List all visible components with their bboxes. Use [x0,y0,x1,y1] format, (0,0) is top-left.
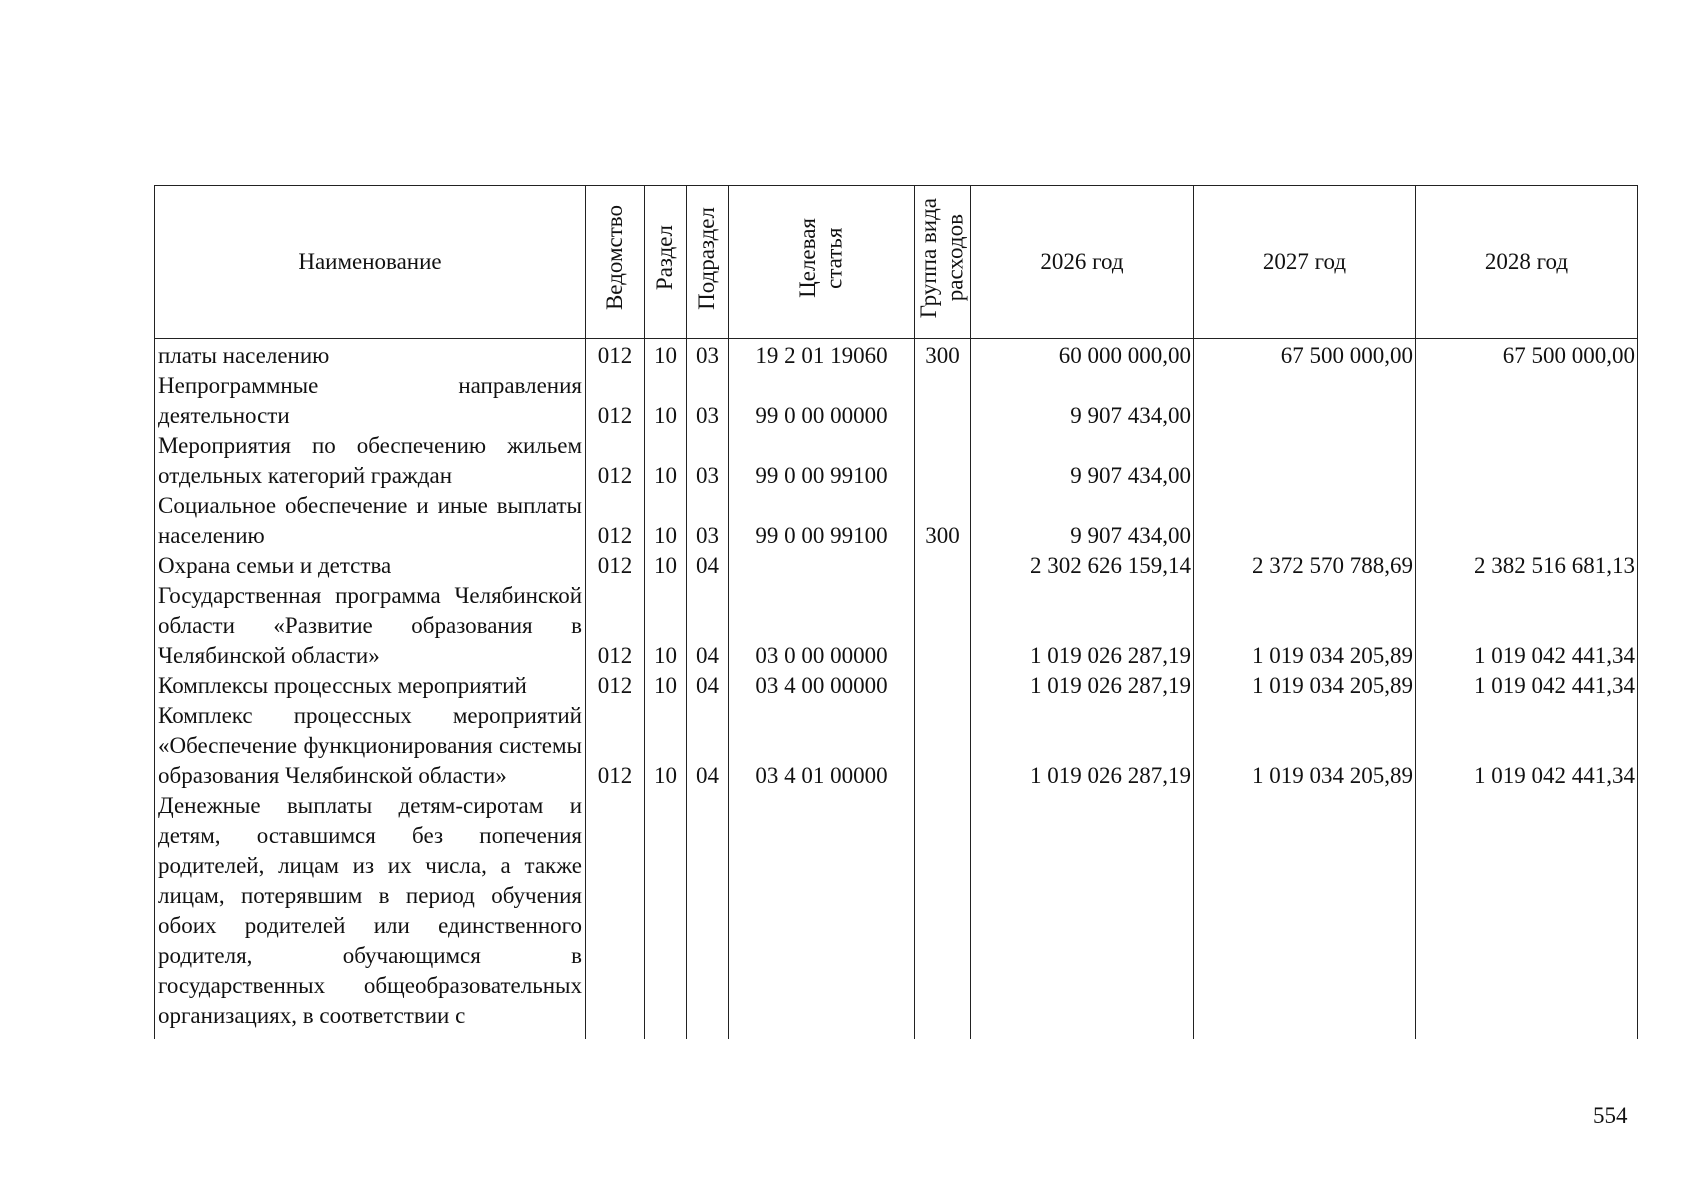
header-2028: 2028 год [1416,186,1638,339]
row-section: 10 [645,671,687,701]
row-2026: 1 019 026 287,19 [971,581,1194,671]
row-name: Комплекс процессных мероприятий «Обеспечение функционирования системы образования Челябинской области» [155,701,586,791]
row-section: 10 [645,431,687,491]
row-article [729,551,915,581]
budget-table [154,185,1638,1039]
table-row [155,581,1638,671]
row-name: Непрограммные направления деятельности [155,371,586,431]
row-2027: 67 500 000,00 [1194,339,1416,372]
row-article [729,791,915,1039]
budget-table-container [154,185,1637,1085]
row-ministry: 012 [586,671,645,701]
row-subsection: 03 [687,431,729,491]
row-2028 [1416,791,1638,1039]
row-ministry: 012 [586,701,645,791]
row-2028: 1 019 042 441,34 [1416,581,1638,671]
row-name: Государственная программа Челябинской области «Развитие образования в Челябинской области» [155,581,586,671]
row-group [915,371,971,431]
row-group [915,581,971,671]
row-subsection: 03 [687,491,729,551]
row-article: 03 0 00 00000 [729,581,915,671]
row-ministry: 012 [586,339,645,372]
row-2028 [1416,431,1638,491]
row-subsection: 04 [687,551,729,581]
table-row [155,701,1638,791]
row-2028 [1416,491,1638,551]
row-2027 [1194,431,1416,491]
header-target-article: Целевая статья [729,186,915,339]
row-group: 300 [915,339,971,372]
table-row [155,551,1638,581]
row-group: 300 [915,491,971,551]
row-subsection [687,791,729,1039]
row-section: 10 [645,339,687,372]
row-2028 [1416,371,1638,431]
row-subsection: 03 [687,339,729,372]
header-section: Раздел [645,186,687,339]
row-ministry [586,791,645,1039]
row-group [915,671,971,701]
row-name: Социальное обеспечение и иные выплаты населению [155,491,586,551]
row-2027: 1 019 034 205,89 [1194,701,1416,791]
row-2026: 9 907 434,00 [971,491,1194,551]
header-expense-group: Группа вида расходов [915,186,971,339]
row-2028: 1 019 042 441,34 [1416,701,1638,791]
table-row [155,671,1638,701]
row-section [645,791,687,1039]
row-group [915,791,971,1039]
row-2026: 1 019 026 287,19 [971,671,1194,701]
header-2026: 2026 год [971,186,1194,339]
header-ministry: Ведомство [586,186,645,339]
row-section: 10 [645,371,687,431]
row-name: Охрана семьи и детства [155,551,586,581]
row-2028: 2 382 516 681,13 [1416,551,1638,581]
row-ministry: 012 [586,371,645,431]
row-2028: 67 500 000,00 [1416,339,1638,372]
row-name: Мероприятия по обеспечению жильем отдельных категорий граждан [155,431,586,491]
row-article: 99 0 00 99100 [729,491,915,551]
row-2026: 60 000 000,00 [971,339,1194,372]
row-section: 10 [645,491,687,551]
row-ministry: 012 [586,551,645,581]
header-row [155,186,1638,339]
row-section: 10 [645,551,687,581]
row-2026: 1 019 026 287,19 [971,701,1194,791]
row-subsection: 04 [687,671,729,701]
row-section: 10 [645,581,687,671]
header-subsection: Подраздел [687,186,729,339]
row-2027: 2 372 570 788,69 [1194,551,1416,581]
row-group [915,551,971,581]
page-number: 554 [1593,1103,1628,1128]
row-2027: 1 019 034 205,89 [1194,581,1416,671]
row-name: Комплексы процессных мероприятий [155,671,586,701]
row-2028: 1 019 042 441,34 [1416,671,1638,701]
header-2027: 2027 год [1194,186,1416,339]
row-subsection: 03 [687,371,729,431]
row-article: 03 4 01 00000 [729,701,915,791]
row-ministry: 012 [586,431,645,491]
row-article: 19 2 01 19060 [729,339,915,372]
header-name: Наименование [155,186,586,339]
table-row [155,491,1638,551]
row-2027 [1194,491,1416,551]
row-name: платы населению [155,339,586,372]
row-section: 10 [645,701,687,791]
row-article: 99 0 00 99100 [729,431,915,491]
row-group [915,701,971,791]
row-2026 [971,791,1194,1039]
row-group [915,431,971,491]
table-row [155,339,1638,372]
row-2026: 2 302 626 159,14 [971,551,1194,581]
table-row [155,371,1638,431]
table-row [155,791,1638,1039]
table-row [155,431,1638,491]
row-ministry: 012 [586,581,645,671]
row-article: 03 4 00 00000 [729,671,915,701]
row-subsection: 04 [687,581,729,671]
row-2027 [1194,791,1416,1039]
row-2026: 9 907 434,00 [971,431,1194,491]
row-article: 99 0 00 00000 [729,371,915,431]
row-2027 [1194,371,1416,431]
row-2026: 9 907 434,00 [971,371,1194,431]
row-subsection: 04 [687,701,729,791]
row-2027: 1 019 034 205,89 [1194,671,1416,701]
row-ministry: 012 [586,491,645,551]
row-name: Денежные выплаты детям-сиротам и детям, оставшимся без попечения родителей, лицам из их числа, а также лицам, потерявшим в период обучения обоих родителей или единственного родителя, обучающимся в государственных общеобразовательных организациях, в соответствии с [155,791,586,1039]
